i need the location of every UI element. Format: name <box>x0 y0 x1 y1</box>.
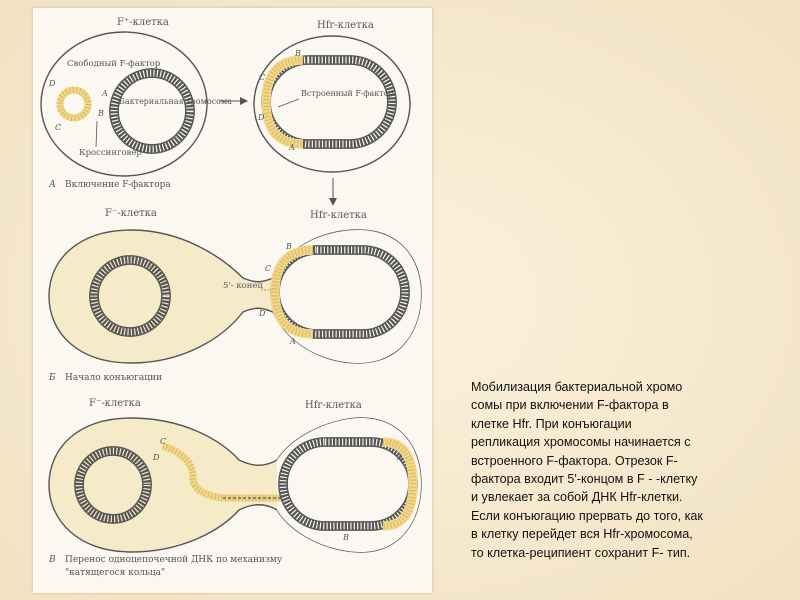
panel-v-caption-line2: "катящегося кольца" <box>65 568 166 578</box>
marker-a-b: A <box>290 337 296 346</box>
panel-v-caption-line1: Перенос одноцепочечной ДНК по механизму <box>65 555 283 565</box>
panel-b <box>48 208 421 383</box>
marker-a-hfr: A <box>289 143 295 152</box>
marker-c-v: C <box>160 437 167 446</box>
panel-a-right-cell-title: Hfr-клетка <box>317 20 374 31</box>
marker-c-hfr: C <box>259 73 266 82</box>
integrated-factor-label: Встроенный F-фактор <box>301 89 394 98</box>
free-factor-label: Свободный F-фактор <box>67 59 161 69</box>
marker-c-free: C <box>55 123 62 132</box>
panel-a-letter: А <box>49 180 56 190</box>
marker-b-v: B <box>343 533 349 542</box>
marker-b-b: B <box>286 242 292 251</box>
marker-a-free: A <box>102 89 108 98</box>
marker-c-b: C <box>265 264 272 273</box>
marker-d-hfr: D <box>258 113 265 122</box>
description-text: Мобилизация бактериальной хромо сомы при включении F-фактора в клетке Hfr. При конъюгации репликация хромосомы начинается с встроенного F-фактора. Отрезок F- фактора входит 5'-концом в F - -клетку и увлекает за собой ДНК Hfr-клетки. Если конъюгацию прервать до того, как в клетку перейдет вся Hfr-хромосома, то клетка-реципиент сохранит F- тип. <box>471 380 703 560</box>
panel-b-right-cell-title: Hfr-клетка <box>310 210 367 221</box>
panel-v-right-cell-title: Hfr-клетка <box>305 400 362 411</box>
panel-a <box>41 17 410 206</box>
panel-v-left-cell-title: F⁻-клетка <box>89 398 141 409</box>
panel-b-caption: Начало конъюгации <box>65 373 162 383</box>
panel-a-left-cell-title: F⁺-клетка <box>117 17 169 28</box>
marker-d-b: D <box>259 309 266 318</box>
panel-v-letter: В <box>49 555 56 565</box>
crossover-label: Кроссинговер <box>79 148 142 158</box>
figure-panel <box>33 8 432 593</box>
panel-a-caption: Включение F-фактора <box>65 180 171 190</box>
panel-b-letter: Б <box>49 373 56 383</box>
panel-b-left-cell-title: F⁻-клетка <box>105 208 157 219</box>
conjugation-diagram <box>33 8 432 593</box>
five-prime-end-label: 5'- конец <box>223 281 263 291</box>
marker-a-v: A <box>397 453 403 462</box>
panel-v <box>48 398 421 578</box>
marker-b-free: B <box>98 109 104 118</box>
marker-d-free: D <box>49 79 56 88</box>
marker-d-v: D <box>153 453 160 462</box>
marker-b-hfr: B <box>295 49 301 58</box>
bacterial-chromosome-label: Бактериальная хромосома <box>119 97 232 106</box>
